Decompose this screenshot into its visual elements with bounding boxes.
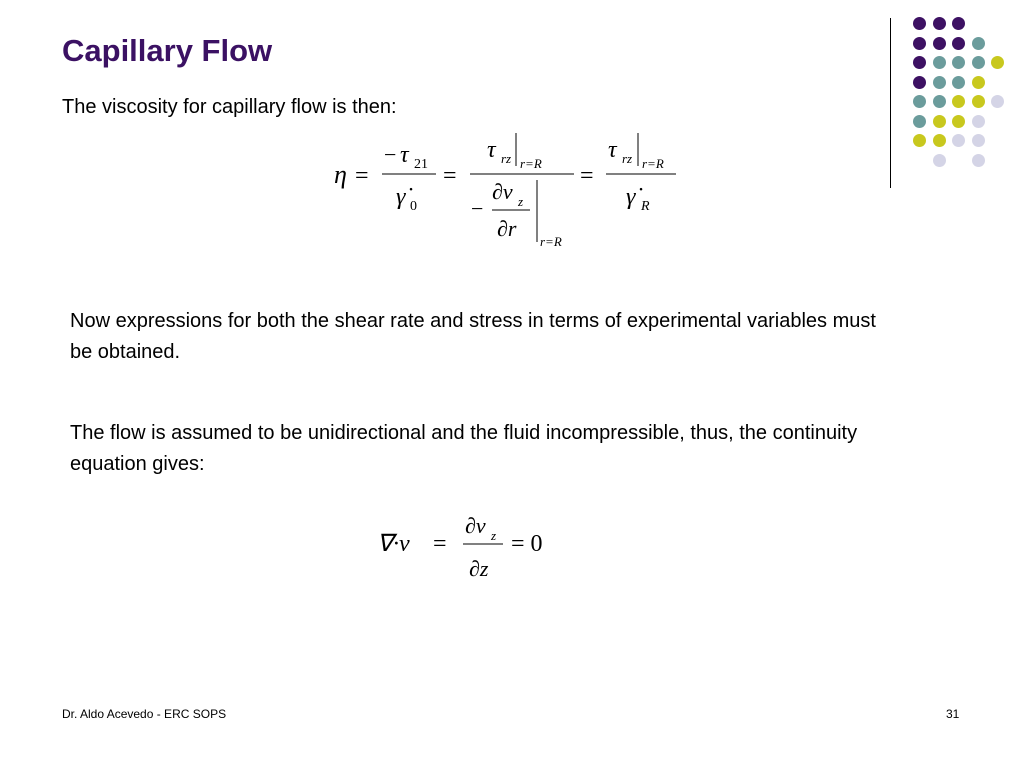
tau-symbol-1: τ: [400, 142, 409, 168]
decorative-dot: [913, 37, 926, 50]
intro-text: The viscosity for capillary flow is then:: [62, 96, 397, 118]
gamma-dot-R: γ̇: [626, 184, 636, 210]
equals-sign-1: =: [355, 163, 369, 189]
decorative-dot: [972, 56, 985, 69]
decorative-dot: [913, 76, 926, 89]
decorative-dot: [933, 115, 946, 128]
minus-sign-1: −: [384, 142, 397, 167]
decorative-dot: [972, 37, 985, 50]
slide-title: Capillary Flow: [62, 33, 273, 68]
continuity-equation: [375, 505, 575, 585]
decorative-dot: [913, 95, 926, 108]
paragraph-shear-rate: Now expressions for both the shear rate and stress in terms of experimental variables must be obtained.: [70, 310, 876, 363]
equals-sign-4: =: [433, 531, 447, 557]
decorative-dot: [913, 17, 926, 30]
decorative-dot: [991, 95, 1004, 108]
eval-subscript-2: r=R: [540, 234, 562, 249]
decorative-dot: [952, 17, 965, 30]
subscript-0: 0: [410, 199, 417, 214]
decorative-dot: [933, 154, 946, 167]
decorative-dot: [933, 56, 946, 69]
footer-author: Dr. Aldo Acevedo - ERC SOPS: [62, 707, 227, 721]
subscript-rz-1: rz: [501, 151, 512, 166]
equals-zero: = 0: [511, 531, 543, 557]
partial-z: ∂z: [469, 556, 489, 581]
decorative-dot: [952, 115, 965, 128]
eval-subscript-1: r=R: [520, 156, 542, 171]
viscosity-equation: [330, 130, 690, 255]
subscript-z-2: z: [491, 528, 497, 543]
div-v: ∇·v: [377, 531, 410, 557]
page-number: 31: [946, 707, 960, 721]
decorative-dot: [913, 134, 926, 147]
decorative-dot: [972, 115, 985, 128]
tau-symbol-3: τ: [608, 137, 617, 163]
decorative-dot: [972, 95, 985, 108]
gamma-dot-0: γ̇: [396, 184, 406, 210]
paragraph-continuity: The flow is assumed to be unidirectional and the fluid incompressible, thus, the continuity equation gives:: [70, 422, 858, 475]
tau-symbol-2: τ: [487, 137, 496, 163]
decorative-dot: [972, 134, 985, 147]
decorative-dot: [952, 76, 965, 89]
decorative-dot: [933, 37, 946, 50]
decorative-dot: [952, 56, 965, 69]
subscript-21: 21: [414, 157, 428, 172]
decorative-dot: [972, 76, 985, 89]
decorative-dot: [952, 95, 965, 108]
eval-subscript-3: r=R: [642, 156, 664, 171]
equals-sign-2: =: [443, 163, 457, 189]
decorative-dot: [991, 56, 1004, 69]
subscript-rz-2: rz: [622, 151, 633, 166]
decorative-dot: [933, 134, 946, 147]
eta-symbol: η: [334, 160, 347, 189]
decorative-dot: [952, 37, 965, 50]
decorative-dot: [933, 76, 946, 89]
decorative-dot: [933, 17, 946, 30]
decorative-dot: [933, 95, 946, 108]
subscript-R: R: [641, 199, 650, 214]
decorative-dot: [972, 154, 985, 167]
equals-sign-3: =: [580, 163, 594, 189]
decorative-dot: [913, 56, 926, 69]
subscript-z-1: z: [518, 194, 524, 209]
decorative-dot: [952, 134, 965, 147]
partial-v-1: ∂v: [492, 179, 513, 204]
decorative-dot: [913, 115, 926, 128]
decorative-divider: [890, 18, 891, 188]
minus-sign-2: −: [471, 196, 484, 221]
partial-r: ∂r: [497, 216, 517, 241]
partial-v-2: ∂v: [465, 513, 486, 538]
